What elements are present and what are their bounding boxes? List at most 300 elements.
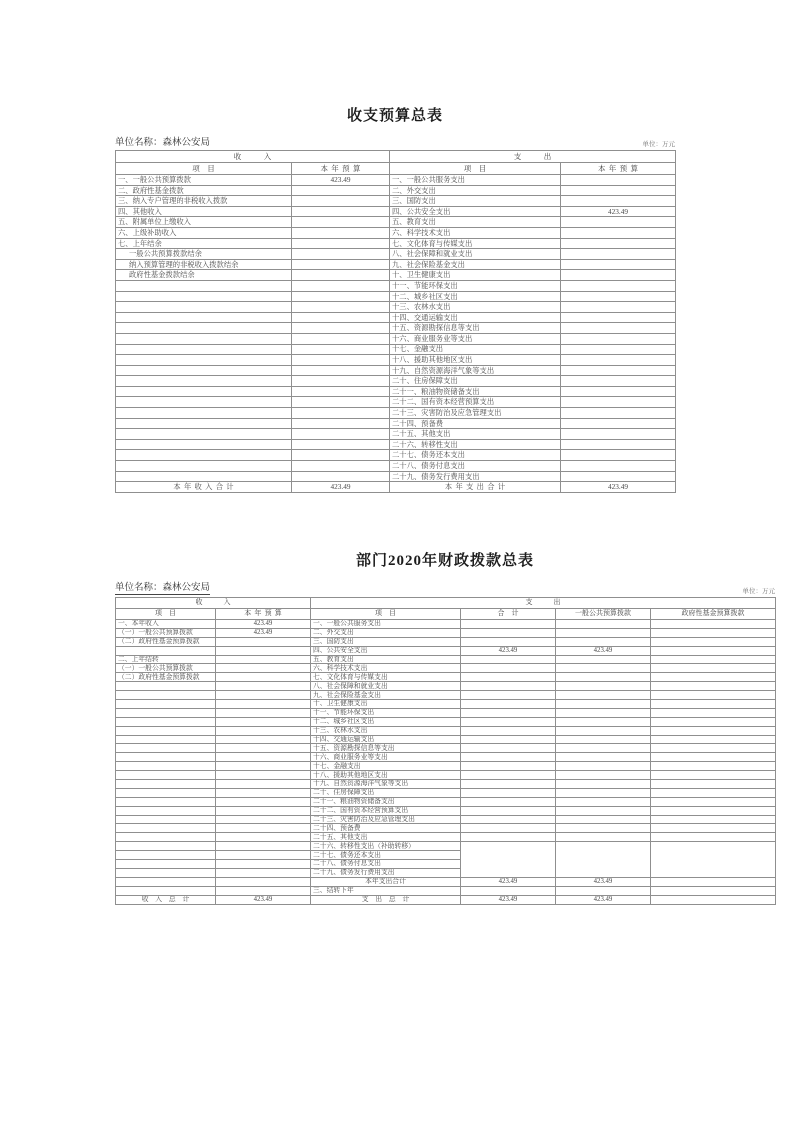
table-row (116, 302, 676, 313)
expense-item-label: 二十七、债务还本支出 (311, 851, 461, 860)
expense-grand-total-fund (651, 895, 776, 904)
budget-summary-table (115, 150, 676, 493)
income-item-value (292, 291, 390, 302)
income-item-label: 四、其他收入 (116, 206, 292, 217)
expense-total-value (461, 788, 556, 797)
expense-government-fund-value (651, 691, 776, 700)
table-row (116, 429, 676, 440)
income-item-value (292, 323, 390, 334)
total-column-header: 合计 (461, 609, 556, 620)
expense-total-value: 423.49 (461, 646, 556, 655)
income-item-value (292, 439, 390, 450)
expense-item-label: 二十八、债务付息支出 (390, 461, 561, 472)
income-item-label (116, 365, 292, 376)
expense-total-value (461, 637, 556, 646)
income-item-label (116, 646, 216, 655)
expense-total-value (461, 753, 556, 762)
expense-item-label: 三、国防支出 (390, 196, 561, 207)
income-budget-column-header: 本年预算 (216, 609, 311, 620)
income-item-label (116, 815, 216, 824)
expense-item-label: 十八、援助其他地区支出 (390, 355, 561, 366)
income-grand-total-label: 收入总计 (116, 895, 216, 904)
income-section-header: 收入 (116, 598, 311, 609)
expense-total-value (461, 708, 556, 717)
expense-total-value (461, 744, 556, 753)
income-item-value (292, 259, 390, 270)
expense-item-label: 一、一般公共服务支出 (390, 175, 561, 186)
income-item-value (292, 302, 390, 313)
table-row (116, 418, 676, 429)
income-item-value (216, 877, 311, 886)
income-item-value (292, 185, 390, 196)
income-item-value: 423.49 (292, 175, 390, 186)
income-item-label: （二）政府性基金预算拨款 (116, 673, 216, 682)
income-item-value (216, 700, 311, 709)
income-item-label (116, 780, 216, 789)
table-row (116, 851, 776, 860)
table-row (116, 735, 776, 744)
table-row (116, 691, 776, 700)
expense-item-label: 二十五、其他支出 (390, 429, 561, 440)
income-item-value (216, 842, 311, 851)
expense-government-fund-value (651, 780, 776, 789)
income-item-value (216, 788, 311, 797)
income-item-value (292, 280, 390, 291)
expense-item-label: 一、一般公共服务支出 (311, 620, 461, 629)
table-row (116, 780, 776, 789)
expense-section-header: 支出 (390, 151, 676, 163)
total-row (116, 482, 676, 493)
table-row (116, 270, 676, 281)
expense-item-label: 二十九、债务发行费用支出 (311, 868, 461, 877)
expense-total-value: 423.49 (561, 482, 676, 493)
income-item-value (292, 270, 390, 281)
income-item-value (216, 673, 311, 682)
income-item-label (116, 397, 292, 408)
expense-total-value (461, 682, 556, 691)
table-row (116, 323, 676, 334)
table-row (116, 797, 776, 806)
income-item-value (216, 886, 311, 895)
income-item-value (216, 646, 311, 655)
expense-general-budget-value (556, 771, 651, 780)
income-item-value (216, 797, 311, 806)
expense-government-fund-value (651, 806, 776, 815)
expense-item-label: 二十四、预备费 (390, 418, 561, 429)
expense-item-value (561, 461, 676, 472)
income-item-label: （一）一般公共预算拨款 (116, 664, 216, 673)
income-item-label (116, 291, 292, 302)
income-item-label: 政府性基金拨款结余 (116, 270, 292, 281)
expense-total-value (461, 726, 556, 735)
expense-item-label: 十、卫生健康支出 (390, 270, 561, 281)
income-item-value (216, 753, 311, 762)
table-row (116, 238, 676, 249)
expense-item-label: 二十八、债务付息支出 (311, 860, 461, 869)
table-row (116, 860, 776, 869)
income-budget-column-header: 本年预算 (292, 163, 390, 175)
expense-general-budget-value (556, 673, 651, 682)
table-row (116, 227, 676, 238)
income-item-value (216, 868, 311, 877)
income-item-value (216, 860, 311, 869)
expense-item-label: 五、教育支出 (311, 655, 461, 664)
table-row (116, 408, 676, 419)
table-row (116, 637, 776, 646)
expense-total-value (461, 851, 556, 860)
expense-government-fund-value (651, 637, 776, 646)
income-grand-total-value: 423.49 (216, 895, 311, 904)
income-item-value (216, 637, 311, 646)
expense-item-value (561, 185, 676, 196)
income-item-label (116, 418, 292, 429)
expense-item-label: 二十五、其他支出 (311, 833, 461, 842)
income-item-label (116, 355, 292, 366)
income-item-value (292, 344, 390, 355)
expense-government-fund-value (651, 824, 776, 833)
income-item-label (116, 744, 216, 753)
expense-item-label: 七、文化体育与传媒支出 (311, 673, 461, 682)
expense-government-fund-value (651, 771, 776, 780)
budget-summary-section (115, 104, 675, 493)
expense-government-fund-value (651, 708, 776, 717)
carryover-general (556, 886, 651, 895)
expense-item-label: 四、公共安全支出 (311, 646, 461, 655)
income-item-value (216, 824, 311, 833)
expense-total-value (461, 815, 556, 824)
expense-item-label: 二十九、债务发行费用支出 (390, 471, 561, 482)
expense-item-value (561, 259, 676, 270)
expense-item-label: 二十二、国有资本经营预算支出 (311, 806, 461, 815)
income-item-value (216, 771, 311, 780)
expense-item-value (561, 291, 676, 302)
table-row (116, 664, 776, 673)
income-item-label (116, 429, 292, 440)
expense-general-budget-value (556, 637, 651, 646)
table-row (116, 620, 776, 629)
income-item-value (216, 682, 311, 691)
income-item-value (216, 691, 311, 700)
income-item-label (116, 753, 216, 762)
expense-subtotal-fund (651, 877, 776, 886)
expense-item-column-header: 项目 (311, 609, 461, 620)
income-item-value (216, 833, 311, 842)
expense-government-fund-value (651, 842, 776, 851)
carryover-fund (651, 886, 776, 895)
income-item-value (216, 726, 311, 735)
expense-government-fund-value (651, 860, 776, 869)
table-row (116, 185, 676, 196)
table-row (116, 217, 676, 228)
expense-general-budget-value (556, 753, 651, 762)
expense-subtotal-label: 本年支出合计 (311, 877, 461, 886)
expense-general-budget-value (556, 780, 651, 789)
income-item-value (216, 780, 311, 789)
expense-general-budget-value (556, 860, 651, 869)
income-section-header: 收入 (116, 151, 390, 163)
expense-general-budget-value (556, 833, 651, 842)
expense-general-budget-value (556, 735, 651, 744)
expense-government-fund-value (651, 762, 776, 771)
income-item-label (116, 333, 292, 344)
income-item-label (116, 726, 216, 735)
income-item-label (116, 886, 216, 895)
table-row (116, 439, 676, 450)
expense-item-label: 二十三、灾害防治及应急管理支出 (311, 815, 461, 824)
income-item-label: 二、政府性基金拨款 (116, 185, 292, 196)
expense-item-label: 二十六、转移性支出 (390, 439, 561, 450)
expense-item-label: 十六、商业服务业等支出 (390, 333, 561, 344)
general-budget-column-header: 一般公共预算拨款 (556, 609, 651, 620)
expense-total-value (461, 655, 556, 664)
income-item-label: 一般公共预算拨款结余 (116, 249, 292, 260)
income-item-label (116, 842, 216, 851)
income-item-label (116, 700, 216, 709)
table-row (116, 196, 676, 207)
table-row (116, 726, 776, 735)
expense-item-label: 三、国防支出 (311, 637, 461, 646)
expense-general-budget-value (556, 806, 651, 815)
expense-total-value (461, 717, 556, 726)
table-row (116, 673, 776, 682)
income-item-label (116, 824, 216, 833)
expense-general-budget-value (556, 842, 651, 851)
table-row (116, 461, 676, 472)
expense-general-budget-value (556, 851, 651, 860)
income-item-label (116, 344, 292, 355)
carryover-row (116, 886, 776, 895)
income-item-value (292, 312, 390, 323)
expense-item-value (561, 365, 676, 376)
expense-total-value (461, 833, 556, 842)
expense-government-fund-value (651, 753, 776, 762)
expense-government-fund-value (651, 646, 776, 655)
table-row (116, 815, 776, 824)
table-row (116, 753, 776, 762)
expense-item-label: 十五、资源勘探信息等支出 (311, 744, 461, 753)
expense-item-label: 十七、金融支出 (311, 762, 461, 771)
section-header-row (116, 598, 776, 609)
income-item-label (116, 771, 216, 780)
income-item-value: 423.49 (216, 628, 311, 637)
government-fund-column-header: 政府性基金预算拨款 (651, 609, 776, 620)
income-item-value (292, 471, 390, 482)
table-row (116, 682, 776, 691)
expense-general-budget-value (556, 655, 651, 664)
expense-total-label: 本年支出合计 (390, 482, 561, 493)
table-row (116, 762, 776, 771)
expense-section-header: 支出 (311, 598, 776, 609)
expense-general-budget-value: 423.49 (556, 646, 651, 655)
expense-general-budget-value (556, 797, 651, 806)
fiscal-allocation-table (115, 597, 776, 905)
income-item-label (116, 280, 292, 291)
income-item-value (292, 397, 390, 408)
income-item-value (292, 238, 390, 249)
expense-item-label: 六、科学技术支出 (311, 664, 461, 673)
expense-item-label: 二十一、粮油物资储备支出 (390, 386, 561, 397)
income-item-label (116, 302, 292, 313)
expense-government-fund-value (651, 700, 776, 709)
income-item-value (292, 333, 390, 344)
expense-item-value: 423.49 (561, 206, 676, 217)
income-item-value (292, 408, 390, 419)
expense-item-value (561, 302, 676, 313)
expense-item-label: 二十三、灾害防治及应急管理支出 (390, 408, 561, 419)
expense-general-budget-value (556, 815, 651, 824)
expense-item-value (561, 238, 676, 249)
expense-item-label: 十三、农林水支出 (390, 302, 561, 313)
expense-item-value (561, 418, 676, 429)
table-row (116, 471, 676, 482)
income-item-value (216, 815, 311, 824)
expense-item-label: 十九、自然资源海洋气象等支出 (311, 780, 461, 789)
income-item-value (292, 418, 390, 429)
expense-item-label: 五、教育支出 (390, 217, 561, 228)
table-row (116, 868, 776, 877)
income-item-value (216, 708, 311, 717)
expense-item-label: 二十四、预备费 (311, 824, 461, 833)
expense-general-budget-value (556, 664, 651, 673)
income-item-label: 纳入预算管理的非税收入拨款结余 (116, 259, 292, 270)
table-row (116, 833, 776, 842)
expense-item-label: 六、科学技术支出 (390, 227, 561, 238)
expense-total-value (461, 806, 556, 815)
grand-total-row (116, 895, 776, 904)
expense-general-budget-value (556, 744, 651, 753)
expense-total-value (461, 620, 556, 629)
expense-item-label: 二、外交支出 (311, 628, 461, 637)
expense-item-label: 八、社会保障和就业支出 (390, 249, 561, 260)
expense-general-budget-value (556, 824, 651, 833)
expense-total-value (461, 797, 556, 806)
expense-item-value (561, 196, 676, 207)
income-item-value (292, 429, 390, 440)
income-item-label (116, 868, 216, 877)
table-row (116, 259, 676, 270)
expense-government-fund-value (651, 851, 776, 860)
expense-general-budget-value (556, 691, 651, 700)
table-row (116, 355, 676, 366)
expense-government-fund-value (651, 744, 776, 753)
table-row (116, 842, 776, 851)
expense-general-budget-value (556, 868, 651, 877)
column-header-row (116, 163, 676, 175)
expense-government-fund-value (651, 682, 776, 691)
expense-total-value (461, 771, 556, 780)
income-item-label (116, 708, 216, 717)
table-row (116, 397, 676, 408)
table-row (116, 700, 776, 709)
table-row (116, 376, 676, 387)
expense-item-value (561, 217, 676, 228)
expense-item-label: 二十七、债务还本支出 (390, 450, 561, 461)
income-item-value (216, 735, 311, 744)
expense-item-label: 九、社会保险基金支出 (390, 259, 561, 270)
table-row (116, 788, 776, 797)
expense-item-value (561, 450, 676, 461)
expense-government-fund-value (651, 673, 776, 682)
income-item-label: 五、附属单位上缴收入 (116, 217, 292, 228)
table-row (116, 175, 676, 186)
income-item-value (292, 355, 390, 366)
income-item-value (216, 655, 311, 664)
expense-item-label: 十五、资源勘探信息等支出 (390, 323, 561, 334)
unit-measure-label: 单位：万元 (742, 588, 775, 595)
expense-item-value (561, 355, 676, 366)
income-item-value (216, 762, 311, 771)
expense-item-value (561, 175, 676, 186)
expense-total-value (461, 860, 556, 869)
expense-general-budget-value (556, 700, 651, 709)
expense-item-value (561, 397, 676, 408)
expense-item-value (561, 280, 676, 291)
income-item-value: 423.49 (216, 620, 311, 629)
expense-total-value (461, 735, 556, 744)
income-item-value (292, 365, 390, 376)
income-item-label (116, 682, 216, 691)
income-item-label (116, 691, 216, 700)
expense-budget-column-header: 本年预算 (561, 163, 676, 175)
table-body (116, 175, 676, 493)
expense-item-label: 十三、农林水支出 (311, 726, 461, 735)
expense-item-label: 十七、金融支出 (390, 344, 561, 355)
expense-item-value (561, 227, 676, 238)
income-item-value (216, 664, 311, 673)
expense-item-value (561, 312, 676, 323)
income-item-column-header: 项目 (116, 163, 292, 175)
table-row (116, 717, 776, 726)
income-total-value: 423.49 (292, 482, 390, 493)
income-item-label (116, 312, 292, 323)
income-item-value (216, 717, 311, 726)
expense-government-fund-value (651, 717, 776, 726)
expense-total-value (461, 700, 556, 709)
income-item-value (292, 386, 390, 397)
income-item-value (216, 851, 311, 860)
expense-total-value (461, 762, 556, 771)
expense-government-fund-value (651, 868, 776, 877)
carryover-total (461, 886, 556, 895)
income-item-value (292, 376, 390, 387)
unit-measure-label: 单位：万元 (642, 141, 675, 148)
expense-item-label: 十一、节能环保支出 (390, 280, 561, 291)
expense-total-value (461, 664, 556, 673)
income-item-label: 七、上年结余 (116, 238, 292, 249)
expense-general-budget-value (556, 628, 651, 637)
column-header-row (116, 609, 776, 620)
table-row (116, 708, 776, 717)
table-row (116, 312, 676, 323)
income-item-label: （一）一般公共预算拨款 (116, 628, 216, 637)
table-row (116, 806, 776, 815)
expense-item-label: 二十二、国有资本经营预算支出 (390, 397, 561, 408)
expense-item-label: 二十六、转移性支出（补助转移） (311, 842, 461, 851)
income-item-label: 一、本年收入 (116, 620, 216, 629)
table-meta (115, 134, 675, 148)
expense-government-fund-value (651, 628, 776, 637)
expense-general-budget-value (556, 788, 651, 797)
expense-item-value (561, 439, 676, 450)
income-item-column-header: 项目 (116, 609, 216, 620)
income-item-label (116, 408, 292, 419)
income-item-label: （二）政府性基金预算拨款 (116, 637, 216, 646)
table-row (116, 333, 676, 344)
table-row (116, 824, 776, 833)
income-item-value (292, 217, 390, 228)
income-item-label (116, 461, 292, 472)
expense-government-fund-value (651, 788, 776, 797)
